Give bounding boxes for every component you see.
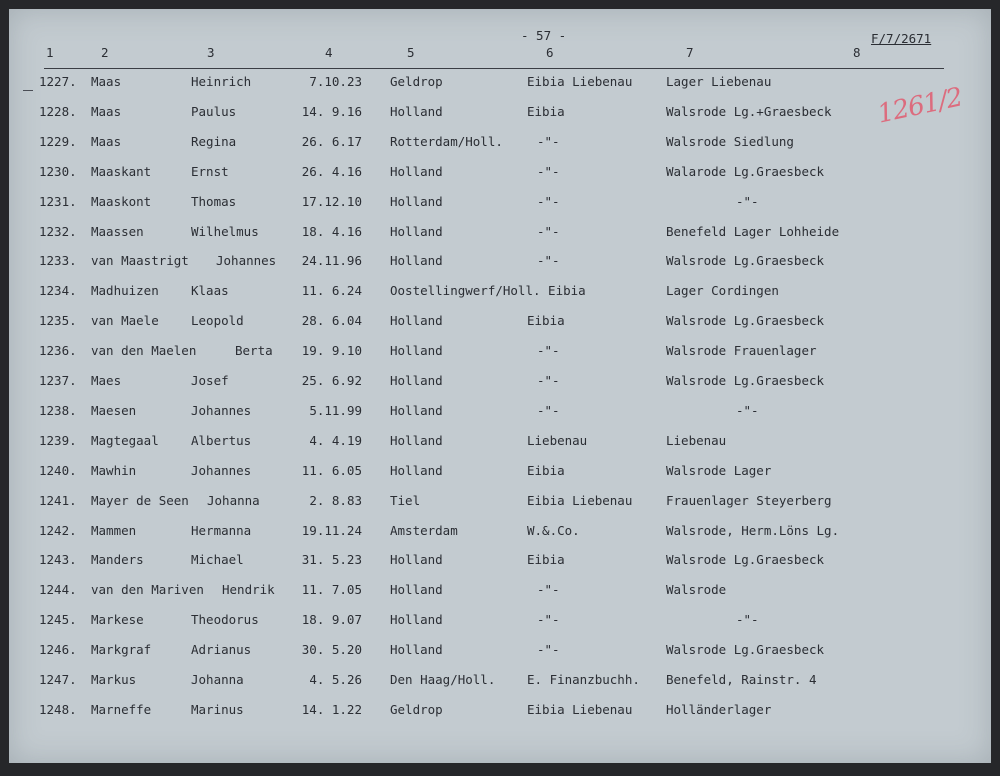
column-number: 3 [207,45,215,60]
firstname-cell: Michael [191,552,244,568]
camp-cell: Walsrode Lg.Graesbeck [666,642,825,658]
firstname-cell: Regina [191,133,237,149]
firstname-cell: Johanna [207,492,260,508]
employer-cell: -"- [537,373,560,388]
camp-cell: Walsrode Lg.Graesbeck [666,253,825,269]
birthdate-cell: 19.11.24 [301,522,362,538]
firstname-cell: Johannes [191,402,252,418]
surname-cell: Maaskont [91,193,152,209]
surname-cell: van den Mariven [91,582,204,598]
firstname-cell: Johannes [191,462,252,478]
column-number: 2 [101,45,109,60]
firstname-cell: Theodorus [191,612,259,628]
birthplace-cell: Tiel [390,492,421,508]
firstname-cell: Johannes [216,253,277,269]
camp-cell: Walarode Lg.Graesbeck [666,163,825,179]
birthdate-cell: 11. 7.05 [301,582,362,598]
birthdate-cell: 31. 5.23 [301,552,362,568]
birthdate-cell: 30. 5.20 [301,642,362,658]
birthdate-cell: 2. 8.83 [309,492,362,508]
entry-number: 1245. [39,612,77,628]
birthplace-cell: Holland [390,253,443,269]
entry-number: 1239. [39,432,77,448]
camp-cell: Walsrode Frauenlager [666,343,817,359]
employer-cell: Eibia Liebenau [527,492,633,508]
firstname-cell: Adrianus [191,642,252,658]
entry-number: 1231. [39,193,77,209]
entry-number: 1228. [39,103,77,119]
employer-cell: -"- [537,133,560,149]
birthdate-cell: 19. 9.10 [301,343,362,359]
surname-cell: Madhuizen [91,283,159,299]
surname-cell: van Maele [91,313,159,329]
surname-cell: Mawhin [91,462,137,478]
camp-cell: Benefeld Lager Lohheide [666,223,840,239]
birthplace-cell: Holland [390,612,443,628]
surname-cell: Maas [91,74,122,89]
firstname-cell: Hermanna [191,522,252,538]
birthdate-cell: 5.11.99 [309,402,362,418]
birthdate-cell: 14. 1.22 [301,701,362,717]
employer-cell: -"- [537,223,560,239]
employer-cell: -"- [537,343,560,359]
archive-reference: F/7/2671 [871,31,932,46]
document-page [9,9,991,763]
birthplace-cell: Oostellingwerf/Holl. Eibia [390,283,586,299]
birthplace-cell: Holland [390,552,443,568]
employer-cell: Eibia [527,552,565,568]
employer-cell: Liebenau [527,432,588,448]
camp-cell: Walsrode Lg.Graesbeck [666,552,825,568]
birthdate-cell: 14. 9.16 [301,103,362,119]
camp-cell: -"- [736,402,759,418]
entry-number: 1227. [39,74,77,89]
birthplace-cell: Rotterdam/Holl. [390,133,503,149]
birthplace-cell: Holland [390,373,443,388]
entry-number: 1246. [39,642,77,658]
surname-cell: Maaskant [91,163,152,179]
camp-cell: Holländerlager [666,701,772,717]
birthdate-cell: 11. 6.24 [301,283,362,299]
employer-cell: -"- [537,193,560,209]
firstname-cell: Berta [235,343,273,359]
camp-cell: Walsrode Lager [666,462,772,478]
column-number: 6 [546,45,554,60]
surname-cell: Mammen [91,522,137,538]
firstname-cell: Hendrik [222,582,275,598]
surname-cell: van Maastrigt [91,253,189,269]
entry-number: 1233. [39,253,77,269]
firstname-cell: Josef [191,373,229,388]
birthplace-cell: Holland [390,642,443,658]
camp-cell: Walsrode Siedlung [666,133,794,149]
employer-cell: -"- [537,253,560,269]
entry-number: 1235. [39,313,77,329]
entry-number: 1230. [39,163,77,179]
entry-number: 1243. [39,552,77,568]
entry-number: 1237. [39,373,77,388]
surname-cell: Maas [91,133,122,149]
margin-tick [23,90,33,91]
birthdate-cell: 17.12.10 [301,193,362,209]
birthplace-cell: Geldrop [390,701,443,717]
column-number: 1 [46,45,54,60]
entry-number: 1240. [39,462,77,478]
firstname-cell: Thomas [191,193,237,209]
entry-number: 1248. [39,701,77,717]
birthdate-cell: 28. 6.04 [301,313,362,329]
surname-cell: Markus [91,672,137,687]
surname-cell: Magtegaal [91,432,159,448]
birthplace-cell: Den Haag/Holl. [390,672,496,687]
birthdate-cell: 11. 6.05 [301,462,362,478]
firstname-cell: Leopold [191,313,244,329]
camp-cell: Walsrode Lg.+Graesbeck [666,103,832,119]
employer-cell: Eibia [527,313,565,329]
birthdate-cell: 4. 4.19 [309,432,362,448]
birthdate-cell: 24.11.96 [301,253,362,269]
birthdate-cell: 26. 4.16 [301,163,362,179]
column-number: 8 [853,45,861,60]
header-rule [44,68,944,69]
handwritten-note: 1261/2 [874,82,965,130]
employer-cell: Eibia Liebenau [527,701,633,717]
entry-number: 1236. [39,343,77,359]
entry-number: 1242. [39,522,77,538]
birthdate-cell: 26. 6.17 [301,133,362,149]
page-number: - 57 - [521,28,567,43]
employer-cell: Eibia [527,103,565,119]
employer-cell: -"- [537,402,560,418]
employer-cell: -"- [537,163,560,179]
birthplace-cell: Holland [390,402,443,418]
surname-cell: Marneffe [91,701,152,717]
birthdate-cell: 18. 4.16 [301,223,362,239]
birthplace-cell: Holland [390,223,443,239]
birthplace-cell: Holland [390,313,443,329]
camp-cell: -"- [736,612,759,628]
birthdate-cell: 4. 5.26 [309,672,362,687]
camp-cell: Lager Cordingen [666,283,779,299]
employer-cell: E. Finanzbuchh. [527,672,640,687]
birthplace-cell: Holland [390,163,443,179]
surname-cell: Maesen [91,402,137,418]
surname-cell: Manders [91,552,144,568]
birthplace-cell: Holland [390,103,443,119]
firstname-cell: Johanna [191,672,244,687]
surname-cell: Markese [91,612,144,628]
birthplace-cell: Holland [390,432,443,448]
employer-cell: Eibia [527,462,565,478]
firstname-cell: Albertus [191,432,252,448]
birthplace-cell: Holland [390,462,443,478]
entry-number: 1234. [39,283,77,299]
column-number: 7 [686,45,694,60]
employer-cell: -"- [537,642,560,658]
birthdate-cell: 7.10.23 [309,74,362,89]
firstname-cell: Ernst [191,163,229,179]
birthplace-cell: Geldrop [390,74,443,89]
birthdate-cell: 18. 9.07 [301,612,362,628]
birthplace-cell: Amsterdam [390,522,458,538]
firstname-cell: Klaas [191,283,229,299]
camp-cell: Benefeld, Rainstr. 4 [666,672,817,687]
column-number: 5 [407,45,415,60]
camp-cell: Frauenlager Steyerberg [666,492,832,508]
entry-number: 1244. [39,582,77,598]
birthdate-cell: 25. 6.92 [301,373,362,388]
employer-cell: -"- [537,612,560,628]
column-number: 4 [325,45,333,60]
birthplace-cell: Holland [390,343,443,359]
employer-cell: Eibia Liebenau [527,74,633,89]
entry-number: 1232. [39,223,77,239]
camp-cell: -"- [736,193,759,209]
camp-cell: Walsrode, Herm.Löns Lg. [666,522,840,538]
employer-cell: W.&.Co. [527,522,580,538]
firstname-cell: Marinus [191,701,244,717]
camp-cell: Walsrode Lg.Graesbeck [666,313,825,329]
firstname-cell: Wilhelmus [191,223,259,239]
entry-number: 1247. [39,672,77,687]
firstname-cell: Heinrich [191,74,252,89]
camp-cell: Walsrode [666,582,727,598]
camp-cell: Liebenau [666,432,727,448]
surname-cell: Mayer de Seen [91,492,189,508]
entry-number: 1229. [39,133,77,149]
firstname-cell: Paulus [191,103,237,119]
camp-cell: Walsrode Lg.Graesbeck [666,373,825,388]
camp-cell: Lager Liebenau [666,74,772,89]
surname-cell: Maassen [91,223,144,239]
birthplace-cell: Holland [390,193,443,209]
surname-cell: Maas [91,103,122,119]
birthplace-cell: Holland [390,582,443,598]
surname-cell: van den Maelen [91,343,197,359]
entry-number: 1241. [39,492,77,508]
surname-cell: Markgraf [91,642,152,658]
entry-number: 1238. [39,402,77,418]
surname-cell: Maes [91,373,122,388]
employer-cell: -"- [537,582,560,598]
